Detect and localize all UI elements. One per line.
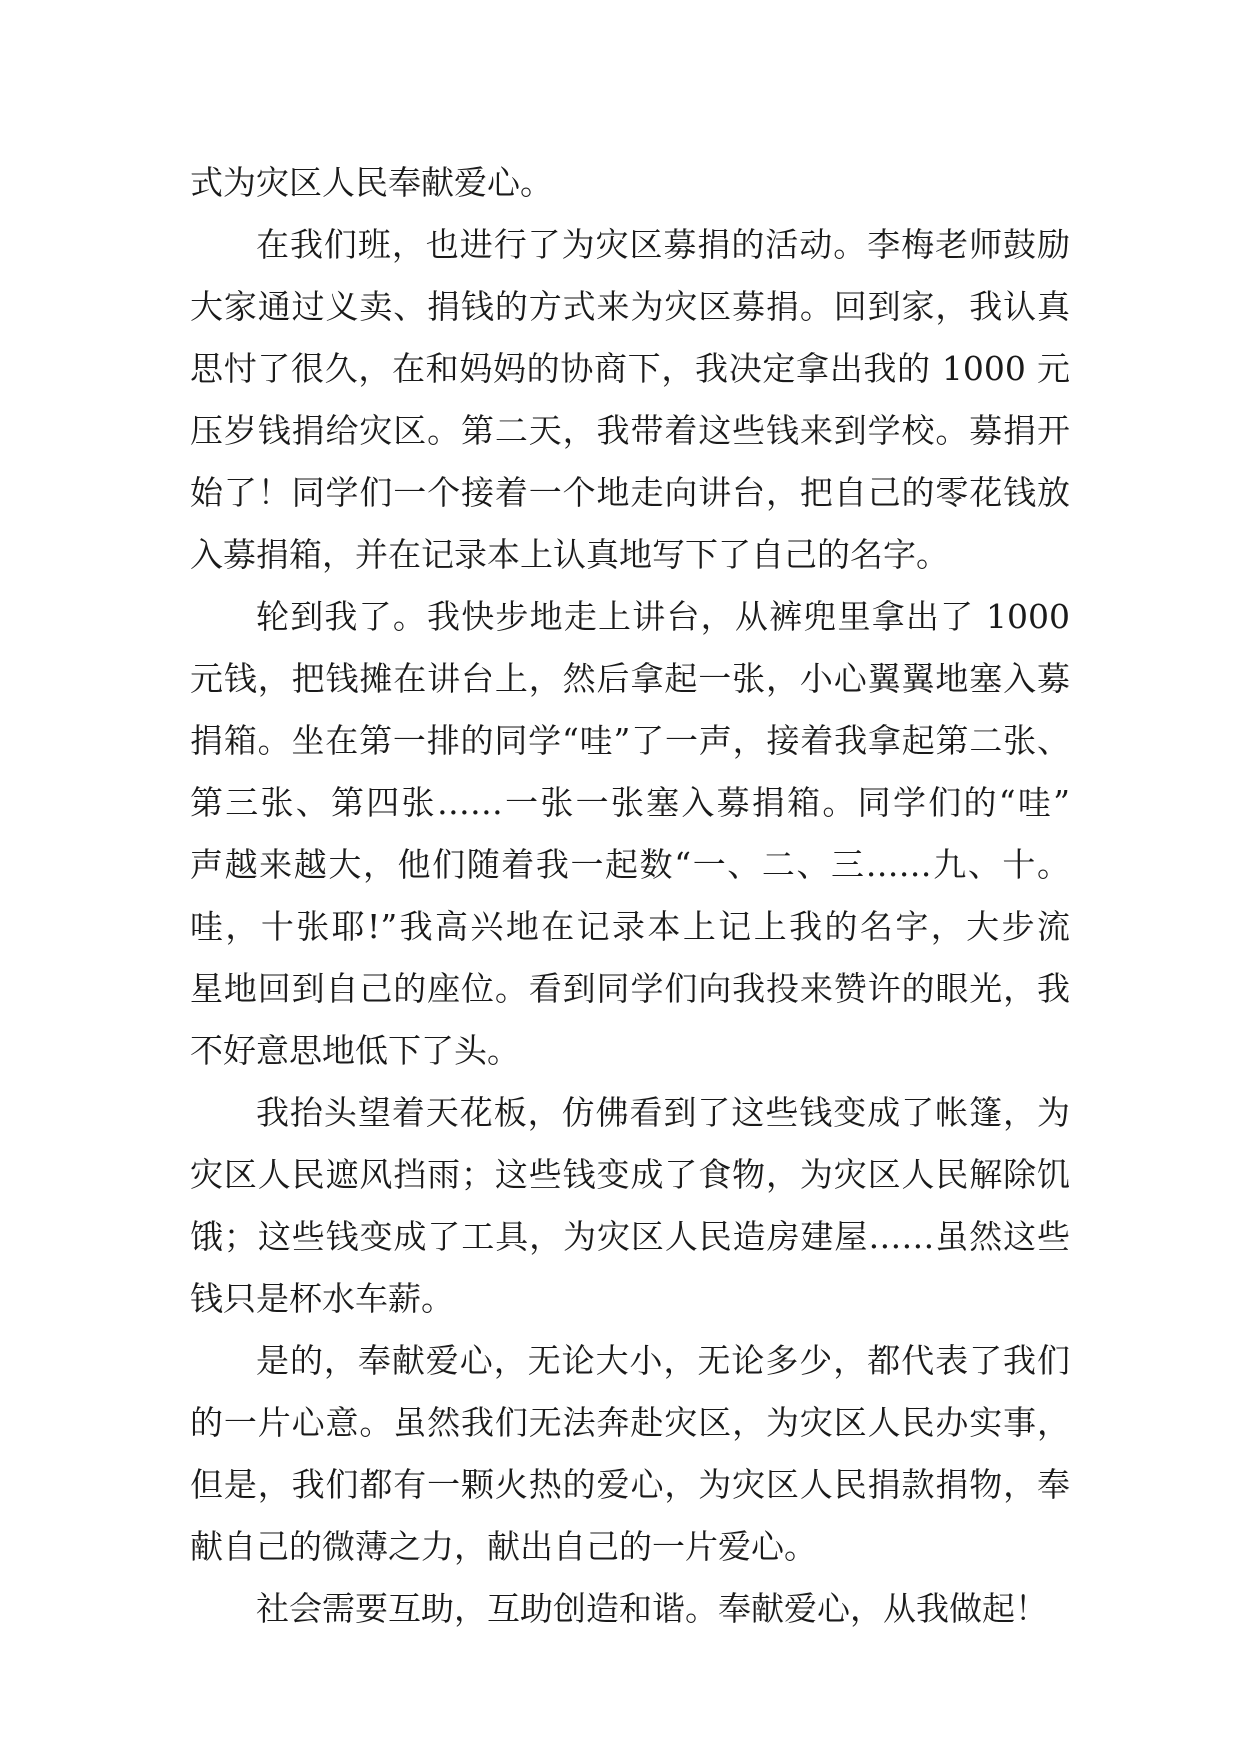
paragraph-3: [190, 586, 1070, 1082]
text-line: 在我们班，也进行了为灾区募捐的活动。李梅老师鼓励: [256, 225, 1070, 264]
text-line: 饿；这些钱变成了工具，为灾区人民造房建屋……虽然这些: [190, 1217, 1070, 1256]
text-line: 社会需要互助，互助创造和谐。奉献爱心，从我做起！: [256, 1589, 1048, 1628]
text-line: 大家通过义卖、捐钱的方式来为灾区募捐。回到家，我认真: [190, 287, 1070, 326]
text-line: 声越来越大，他们随着我一起数“一、二、三……九、十。: [190, 845, 1070, 884]
text-line: 入募捐箱，并在记录本上认真地写下了自己的名字。: [190, 535, 949, 574]
text-line: 灾区人民遮风挡雨；这些钱变成了食物，为灾区人民解除饥: [190, 1155, 1070, 1194]
text-line: 哇，十张耶!”我高兴地在记录本上记上我的名字，大步流: [190, 907, 1070, 946]
document-body: [190, 152, 1070, 1640]
text-line: 是的，奉献爱心，无论大小，无论多少，都代表了我们: [256, 1341, 1070, 1380]
paragraph-4: [190, 1082, 1070, 1330]
text-line: 第三张、第四张……一张一张塞入募捐箱。同学们的“哇”: [190, 783, 1070, 822]
text-line: 式为灾区人民奉献爱心。: [190, 163, 553, 202]
text-line: 但是，我们都有一颗火热的爱心，为灾区人民捐款捐物，奉: [190, 1465, 1070, 1504]
text-line: 的一片心意。虽然我们无法奔赴灾区，为灾区人民办实事，: [190, 1403, 1070, 1442]
text-line: 星地回到自己的座位。看到同学们向我投来赞许的眼光，我: [190, 969, 1070, 1008]
paragraph-5: [190, 1330, 1070, 1578]
text-line: 献自己的微薄之力，献出自己的一片爱心。: [190, 1527, 817, 1566]
text-line: 不好意思地低下了头。: [190, 1031, 520, 1070]
paragraph-2: [190, 214, 1070, 586]
text-line: 元钱，把钱摊在讲台上，然后拿起一张，小心翼翼地塞入募: [190, 659, 1070, 698]
text-line: 轮到我了。我快步地走上讲台，从裤兜里拿出了 1000: [256, 597, 1070, 636]
text-line: 捐箱。坐在第一排的同学“哇”了一声，接着我拿起第二张、: [190, 721, 1070, 760]
paragraph-1: [190, 152, 1070, 214]
paragraph-6: [190, 1578, 1070, 1640]
text-line: 始了！同学们一个接着一个地走向讲台，把自己的零花钱放: [190, 473, 1070, 512]
text-line: 钱只是杯水车薪。: [190, 1279, 454, 1318]
text-line: 我抬头望着天花板，仿佛看到了这些钱变成了帐篷，为: [256, 1093, 1070, 1132]
text-line: 压岁钱捐给灾区。第二天，我带着这些钱来到学校。募捐开: [190, 411, 1070, 450]
text-line: 思忖了很久，在和妈妈的协商下，我决定拿出我的 1000 元: [190, 349, 1070, 388]
